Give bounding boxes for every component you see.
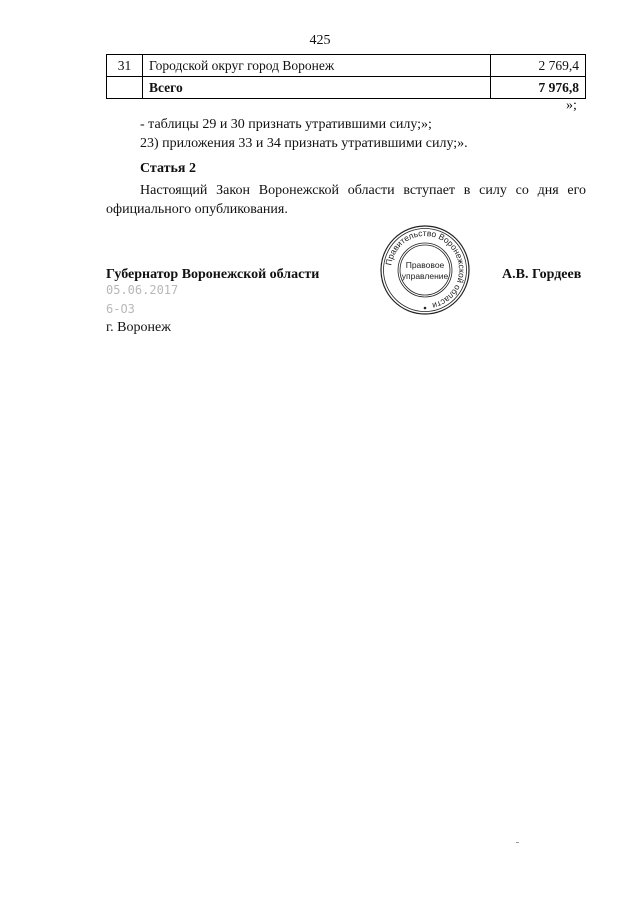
official-seal-icon [379, 224, 471, 316]
seal-ring-text: Правительство Воронежской области [383, 227, 468, 312]
row-number: 31 [107, 55, 143, 77]
law-date: 05.06.2017 [106, 283, 179, 297]
seal-inner-line1: Правовое [405, 260, 445, 270]
city: г. Воронеж [106, 320, 171, 335]
budget-table [106, 54, 586, 99]
scan-mark [516, 842, 519, 843]
closing-quote: »; [566, 98, 577, 113]
row-number [107, 77, 143, 99]
row-value: 2 769,4 [491, 55, 586, 77]
seal-inner-line2: управление [401, 271, 449, 281]
text-line-tables: - таблицы 29 и 30 признать утратившими силу;»; [140, 117, 432, 132]
signatory-name: А.В. Гордеев [502, 267, 582, 282]
page-number: 425 [309, 33, 331, 48]
signatory-title: Губернатор Воронежской области [106, 267, 320, 282]
article-paragraph: Настоящий Закон Воронежской области вступает в силу со дня его официального опубликования. [106, 183, 586, 217]
row-value-total: 7 976,8 [491, 77, 586, 99]
text-line-appendices: 23) приложения 33 и 34 признать утратившими силу;». [140, 136, 468, 151]
seal-dot [424, 307, 427, 310]
table-row [107, 55, 586, 77]
law-number: 6-ОЗ [106, 302, 135, 316]
row-name-total: Всего [143, 77, 491, 99]
article-title: Статья 2 [140, 161, 196, 176]
row-name: Городской округ город Воронеж [143, 55, 491, 77]
table-row-total [107, 77, 586, 99]
